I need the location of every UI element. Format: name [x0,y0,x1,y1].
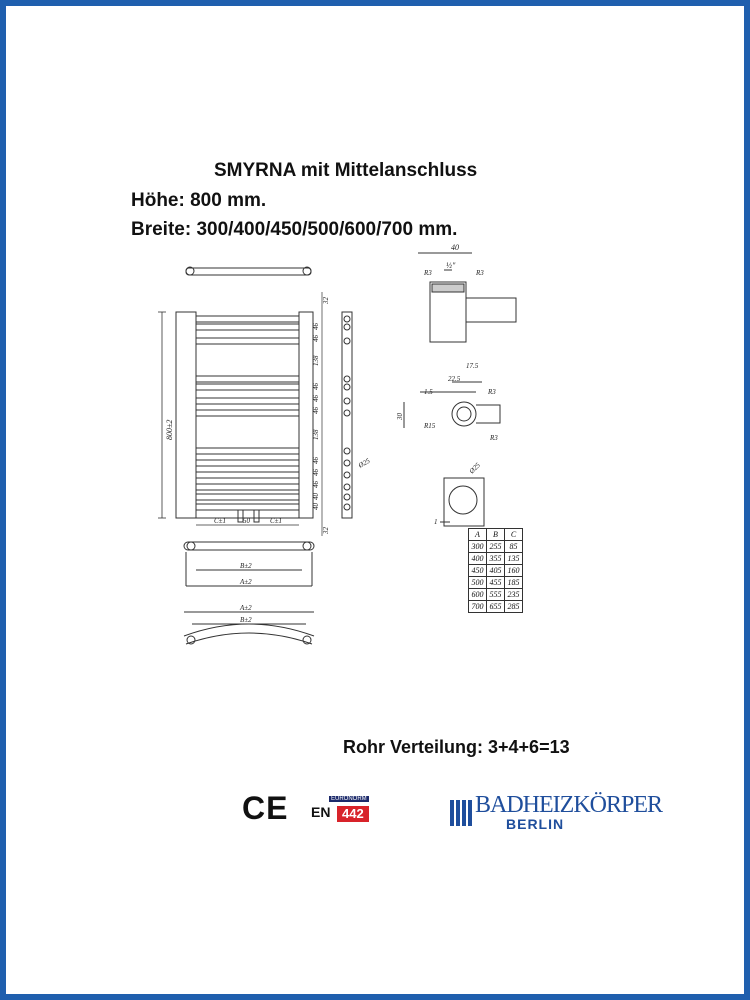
spacing-2: 138 [312,355,320,366]
spacing-3: 46 [312,383,320,390]
table-cell: 500 [469,577,487,589]
detail1-r2: R3 [476,269,484,277]
bottom-dim-c1: C±1 [214,517,227,525]
table-cell: 405 [487,565,505,577]
table-row [469,553,523,565]
radiator-icon [448,792,474,832]
table-cell: 600 [469,589,487,601]
spacing-7: 46 [312,457,320,464]
table-row [469,541,523,553]
table-row [469,589,523,601]
spacing-8: 46 [312,469,320,476]
bottom-margin-dim: 32 [322,527,330,534]
top-margin-dim: 32 [322,297,330,304]
table-cell: 400 [469,553,487,565]
table-cell: 700 [469,601,487,613]
table-row [469,577,523,589]
table-cell: 355 [487,553,505,565]
spacing-0: 46 [312,323,320,330]
curved-view-a: A±2 [240,604,252,612]
detail1-width: 40 [451,243,459,252]
table-cell: 160 [505,565,523,577]
table-cell: 185 [505,577,523,589]
table-cell: 285 [505,601,523,613]
detail2-r2: R15 [424,422,436,430]
product-title: SMYRNA mit Mittelanschluss [214,160,478,181]
table-cell: 300 [469,541,487,553]
en-number-badge: 442 [337,806,369,822]
spacing-11: 40 [312,503,320,510]
table-row [469,601,523,613]
width-spec: Breite: 300/400/450/500/600/700 mm. [131,219,458,240]
spacing-5: 46 [312,407,320,414]
detail2-d2: 22.5 [448,375,461,383]
top-view-a: A±2 [240,578,252,586]
size-table [468,528,523,613]
detail-connection-top [418,253,516,342]
table-cell: 450 [469,565,487,577]
table-cell: 555 [487,589,505,601]
table-cell: 235 [505,589,523,601]
detail2-r3: R3 [490,434,498,442]
brand-city: BERLIN [506,816,565,832]
ce-logo: CE [242,790,289,826]
detail2-r1: R3 [488,388,496,396]
pipe-distribution: Rohr Verteilung: 3+4+6=13 [343,737,570,757]
table-cell: 85 [505,541,523,553]
detail-pipe-section [440,478,484,526]
en-prefix: EN [311,804,331,820]
detail2-d1: 17.5 [466,362,479,370]
spacing-1: 46 [312,335,320,342]
detail1-r1: R3 [424,269,432,277]
bottom-dim-c2: C±1 [270,517,283,525]
detail-connection-side [404,382,500,428]
spacing-10: 40 [312,493,320,500]
table-cell: 655 [487,601,505,613]
height-dimension [158,312,166,518]
table-header-row [469,529,523,541]
detail2-d3: 1.5 [424,388,433,396]
detail3-dia: Ø25 [467,461,482,476]
table-row [469,565,523,577]
pipe-diameter-dim: Ø25 [357,456,372,470]
table-cell: 255 [487,541,505,553]
curved-view-b: B±2 [240,616,252,624]
brand-name: BADHEIZKÖRPER [475,792,663,818]
height-spec: Höhe: 800 mm. [131,190,267,211]
table-header: A [469,529,487,541]
radiator-side-view [342,312,352,518]
table-cell: 455 [487,577,505,589]
table-header: C [505,529,523,541]
spacing-6: 138 [312,429,320,440]
detail1-thread: ½" [446,261,456,270]
detail2-height: 30 [396,413,404,420]
top-view-b: B±2 [240,562,252,570]
table-header: B [487,529,505,541]
detail3-gap: 1 [434,518,438,526]
spacing-9: 46 [312,481,320,488]
radiator-front [176,312,313,522]
top-rail-view [186,267,311,275]
bottom-dim-50: 50 [243,517,250,525]
spacing-4: 46 [312,395,320,402]
height-dim-label: 800±2 [165,419,174,440]
table-cell: 135 [505,553,523,565]
en-euronorm-label: EURONORM [331,796,367,802]
